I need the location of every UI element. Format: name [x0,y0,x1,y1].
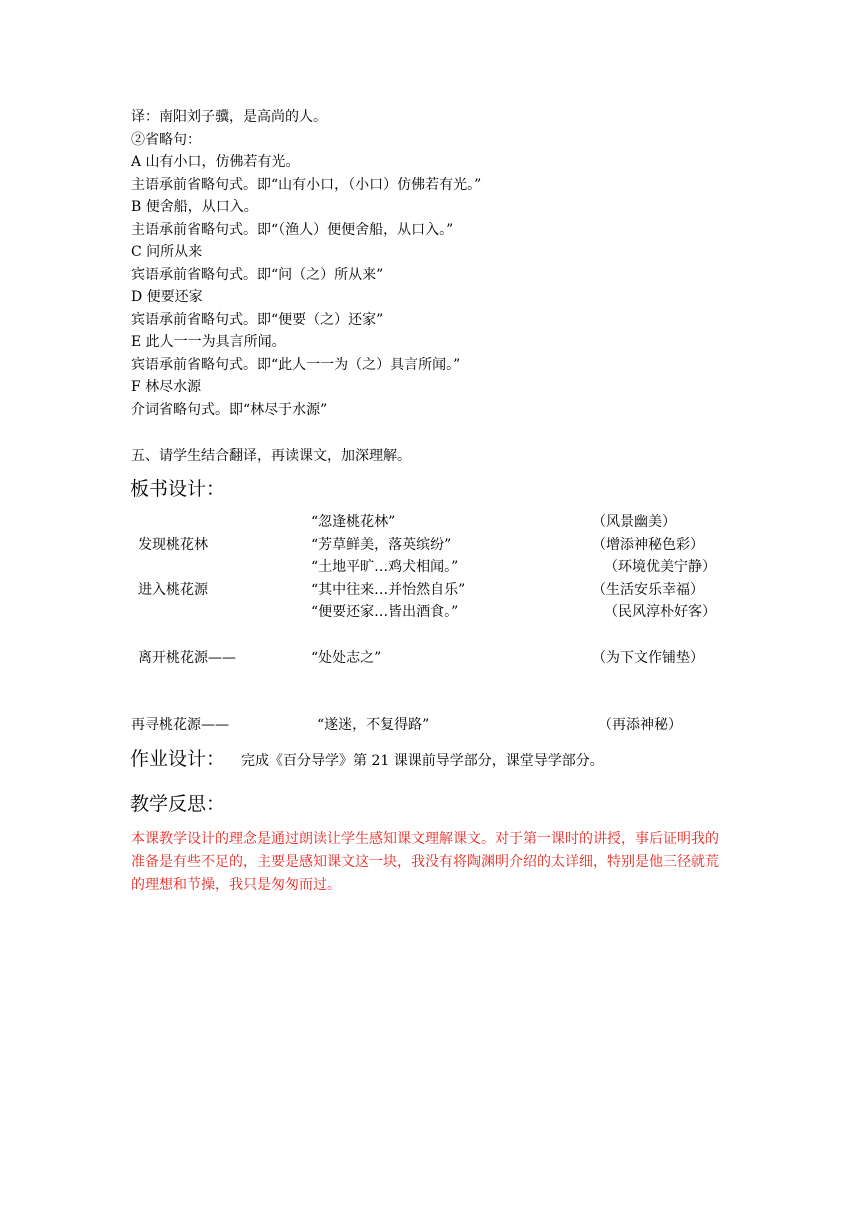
reflection-line-3: 的理想和节操，我只是匆匆而过。 [131,877,341,893]
board-row-note: （民风淳朴好客） [604,604,716,620]
note-line-13: F 林尽水源 [131,379,202,395]
note-line-14: 介词省略句式。即“林尽于水源” [131,402,328,418]
board-row-quote: “遂迷，不复得路” [317,717,430,733]
note-line-7: C 问所从来 [131,244,203,260]
step-five-text: 五、请学生结合翻译，再读课文，加深理解。 [131,448,411,464]
note-line-11: E 此人一一为具言所闻。 [131,334,286,350]
note-line-3: A 山有小口，仿佛若有光。 [131,154,300,170]
board-row-quote: “忽逢桃花林” [311,514,396,530]
note-line-12: 宾语承前省略句式。即“此人一一为（之）具言所闻。” [131,357,461,373]
board-row-note: （环境优美宁静） [604,559,716,575]
board-row-note: （风景幽美） [592,514,676,530]
reflection-line-2: 准备是有些不足的，主要是感知课文这一块，我没有将陶渊明介绍的太详细，特别是他三径就荒 [131,854,719,870]
board-heading: 板书设计： [130,478,226,500]
board-row-label: 发现桃花林 [138,537,208,553]
note-line-4: 主语承前省略句式。即“山有小口，（小口）仿佛若有光。” [131,177,482,193]
board-row-quote: “土地平旷…鸡犬相闻。” [311,559,459,575]
note-line-1: 译：南阳刘子骥，是高尚的人。 [131,109,327,125]
note-line-9: D 便要还家 [131,289,203,305]
board-row-label: 再寻桃花源—— [131,717,229,733]
note-line-8: 宾语承前省略句式。即“问（之）所从来” [131,267,384,283]
board-row-quote: “便要还家…皆出酒食。” [311,604,459,620]
note-line-6: 主语承前省略句式。即“（渔人）便便舍船，从口入。” [131,222,454,238]
reflection-heading: 教学反思： [130,793,226,815]
board-row-quote: “其中往来…并怡然自乐” [311,582,466,598]
board-row-quote: “处处志之” [311,650,382,666]
board-row-note: （增添神秘色彩） [592,537,704,553]
note-line-5: B 便舍船，从口入。 [131,199,258,215]
reflection-body [131,828,771,897]
board-row-label: 离开桃花源—— [138,650,236,666]
board-row-note: （再添神秘） [598,717,682,733]
reflection-line-1: 本课教学设计的理念是通过朗读让学生感知课文理解课文。对于第一课时的讲授，事后证明我的 [131,831,719,847]
board-row-note: （为下文作铺垫） [592,650,704,666]
board-row-label: 进入桃花源 [138,582,208,598]
note-line-10: 宾语承前省略句式。即“便要（之）还家” [131,312,384,328]
board-row-quote: “芳草鲜美，落英缤纷” [311,537,452,553]
board-row-note: （生活安乐幸福） [592,582,704,598]
homework-text: 完成《百分导学》第 21 课课前导学部分，课堂导学部分。 [241,753,604,769]
note-line-2: ②省略句： [131,132,201,148]
homework-heading: 作业设计： [130,748,226,770]
